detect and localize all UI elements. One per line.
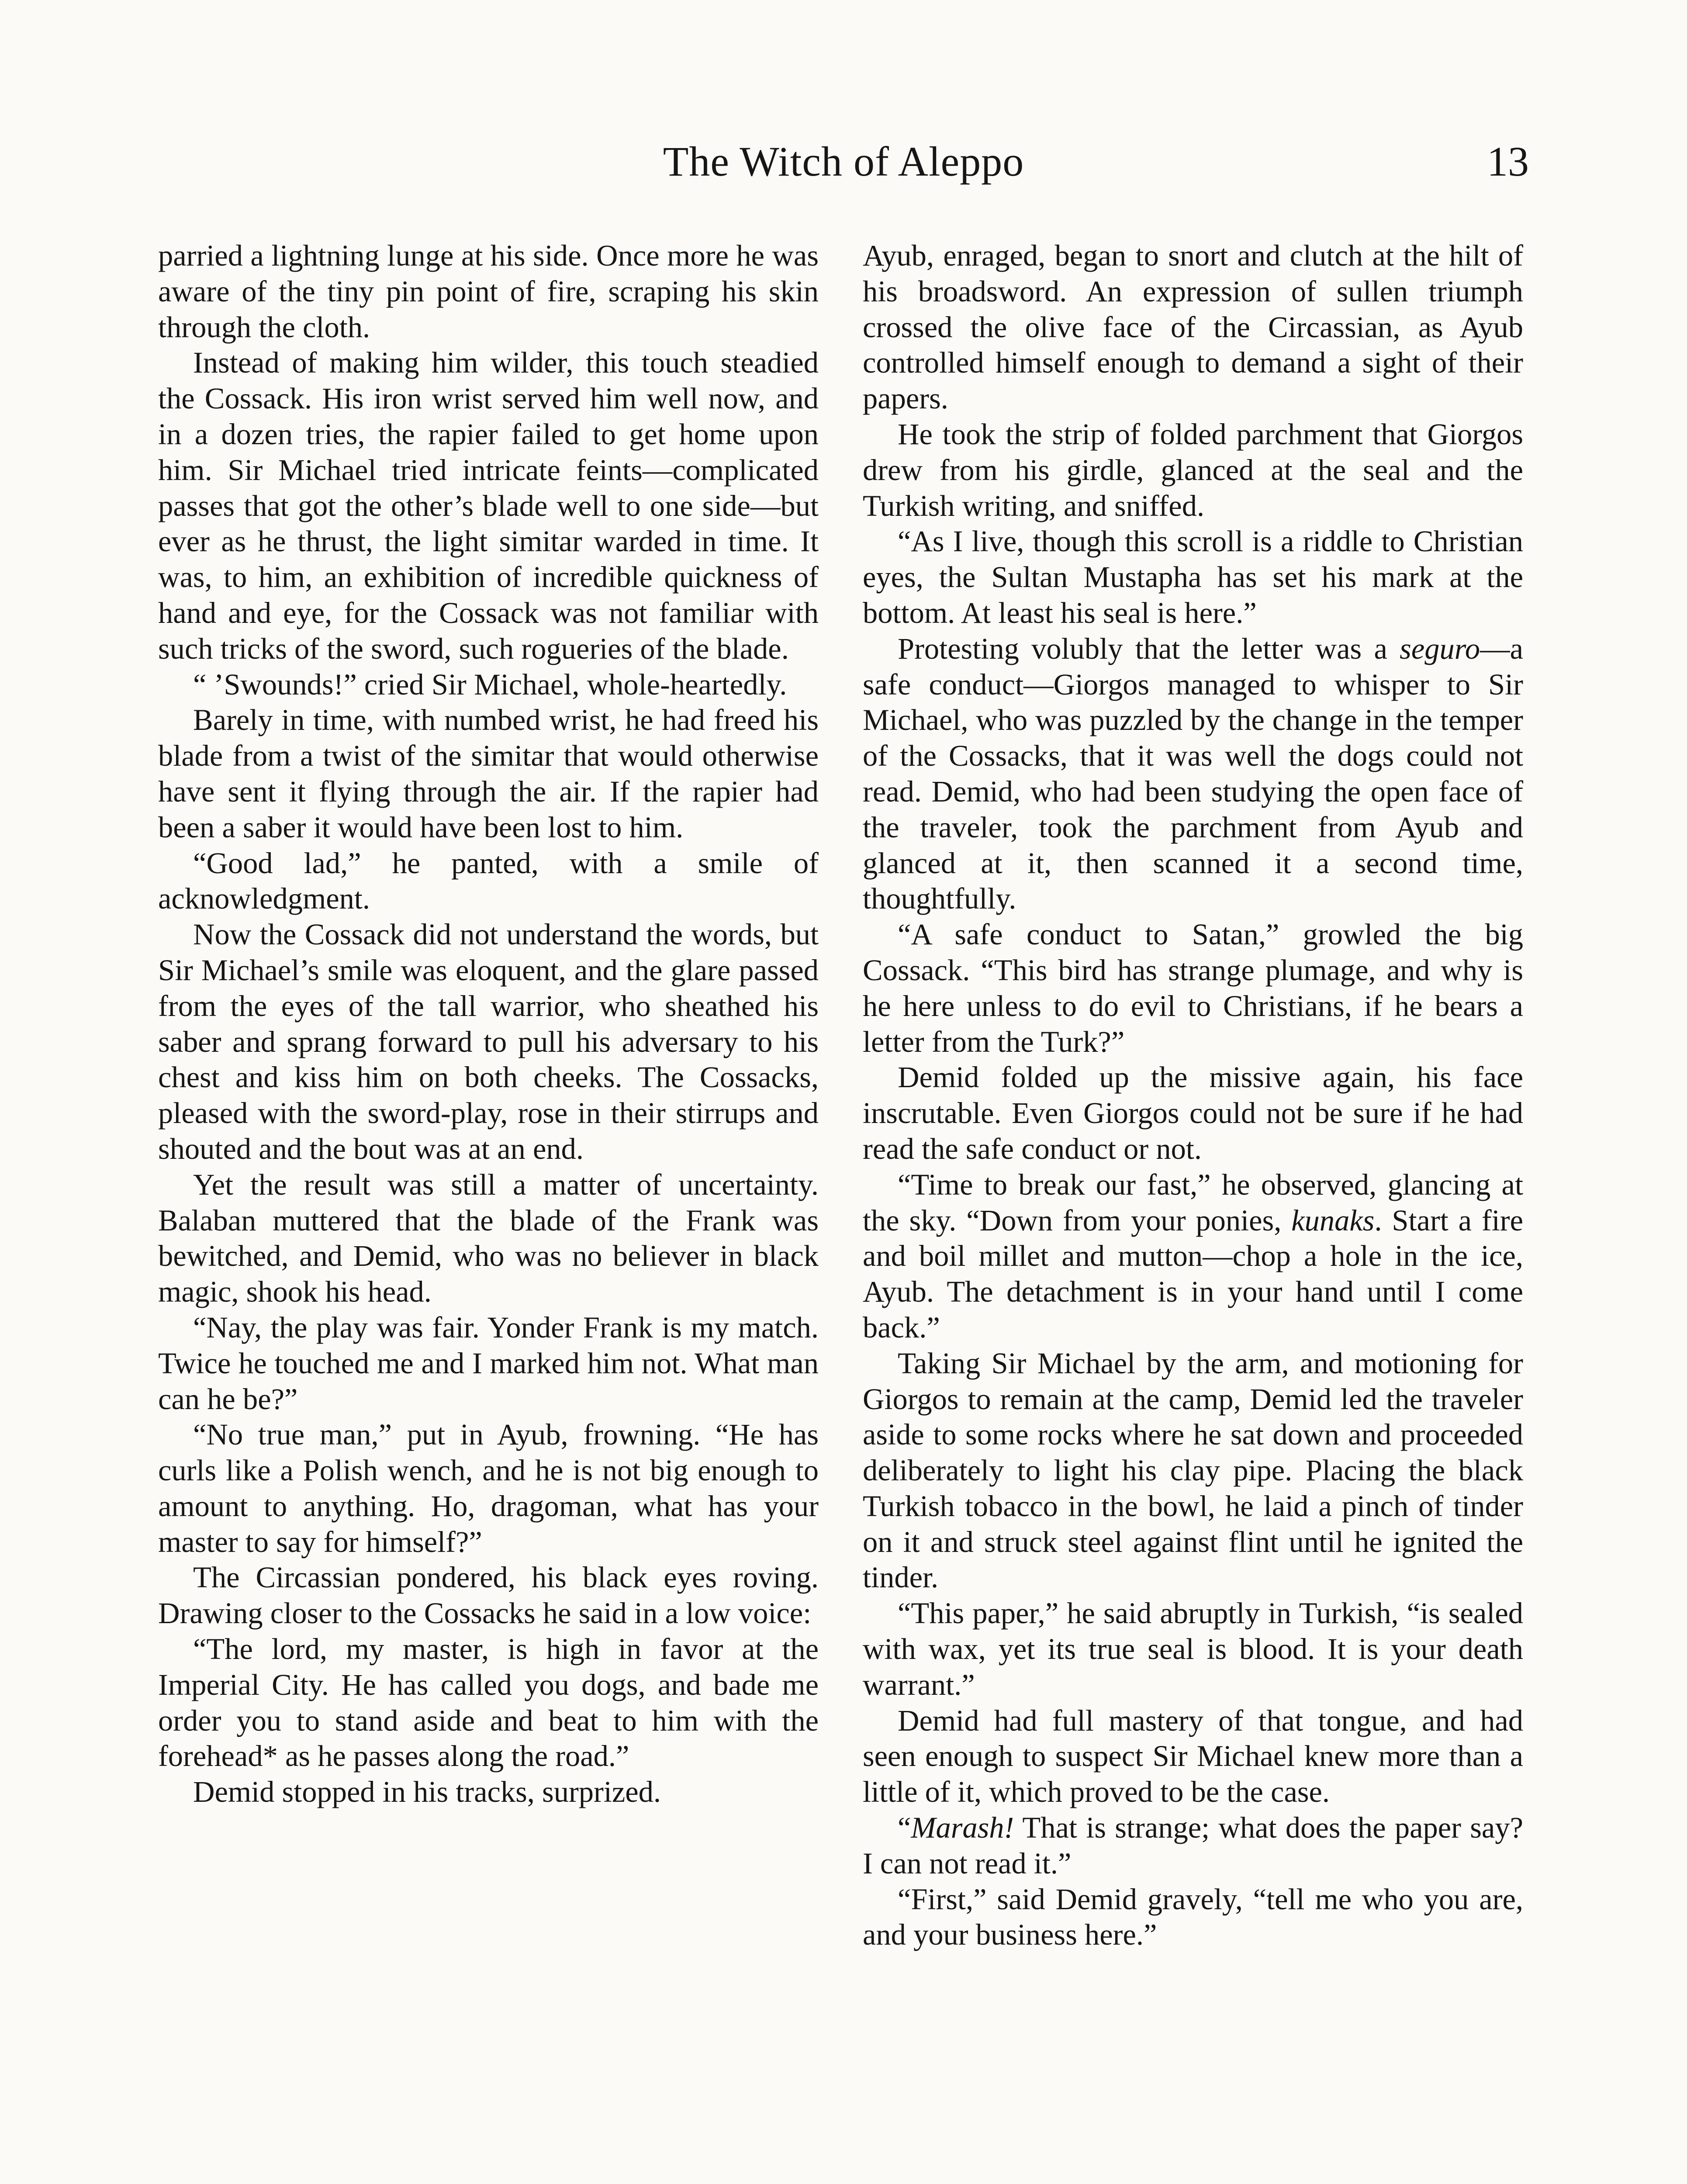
paragraph-text: Yet the result was still a matter of uncertainty. Balaban muttered that the blade of the Frank was bewitched, and Demid, who was no believer in black magic, shook his head. <box>158 1168 819 1309</box>
paragraph <box>863 238 1523 417</box>
paragraph <box>158 702 819 845</box>
paragraph-text: Now the Cossack did not understand the words, but Sir Michael’s smile was eloquent, and the glare passed from the eyes of the tall warrior, who sheathed his saber and sprang forward to pull his adversary to his chest and kiss him on both cheeks. The Cossacks, pleased with the sword-play, rose in their stirrups and shouted and the bout was at an end. <box>158 918 819 1165</box>
paragraph <box>863 524 1523 631</box>
paragraph-text: That is strange; what does the paper say? I can not read it.” <box>863 1811 1523 1880</box>
paragraph <box>158 1310 819 1417</box>
italic-text: Marash! <box>911 1811 1014 1845</box>
italic-text: seguro <box>1400 632 1480 665</box>
paragraph <box>863 1882 1523 1953</box>
paragraph-text: “ <box>898 1811 911 1845</box>
paragraph-text: “First,” said Demid gravely, “tell me who you are, and your business here.” <box>863 1882 1523 1952</box>
paragraph <box>863 631 1523 917</box>
paragraph-text: Taking Sir Michael by the arm, and motioning for Giorgos to remain at the camp, Demid led the traveler aside to some rocks where he sat down and proceeded deliberately to light his clay pipe. Placing the black Turkish tobacco in the bowl, he laid a pinch of tinder on it and struck steel against flint until he ignited the tinder. <box>863 1346 1523 1594</box>
paragraph-text: The Circassian pondered, his black eyes roving. Drawing closer to the Cossacks he said in a low voice: <box>158 1561 819 1630</box>
paragraph <box>158 238 819 345</box>
paragraph-text: “As I live, though this scroll is a riddle to Christian eyes, the Sultan Mustapha has set his mark at the bottom. At least his seal is here.” <box>863 525 1523 629</box>
paragraph-text: —a safe conduct—Giorgos managed to whisper to Sir Michael, who was puzzled by the change in the temper of the Cossacks, that it was well the dogs could not read. Demid, who had been studying the open face of the traveler, took the parchment from Ayub and glanced at it, then scanned it a second time, thoughtfully. <box>863 632 1523 916</box>
paragraph <box>863 1167 1523 1346</box>
paragraph-text: Ayub, enraged, began to snort and clutch at the hilt of his broadsword. An expression of sullen triumph crossed the olive face of the Circassian, as Ayub controlled himself enough to demand a sight of their papers. <box>863 239 1523 415</box>
italic-text: kunaks <box>1291 1203 1375 1237</box>
paragraph <box>158 1774 819 1810</box>
paragraph <box>158 846 819 917</box>
text-column-left <box>158 238 819 1810</box>
paragraph-text: He took the strip of folded parchment that Giorgos drew from his girdle, glanced at the seal and the Turkish writing, and sniffed. <box>863 417 1523 522</box>
paragraph <box>863 1810 1523 1882</box>
paragraph-text: Demid had full mastery of that tongue, and had seen enough to suspect Sir Michael knew more than a little of it, which proved to be the case. <box>863 1704 1523 1809</box>
paragraph-text: “Time to break our fast,” he observed, glancing at the sky. “Down from your ponies, <box>863 1168 1523 1237</box>
paragraph <box>863 1703 1523 1810</box>
paragraph-text: Demid folded up the missive again, his face inscrutable. Even Giorgos could not be sure if he had read the safe conduct or not. <box>863 1061 1523 1165</box>
paragraph <box>158 1560 819 1631</box>
paragraph <box>158 1167 819 1310</box>
paragraph-text: “A safe conduct to Satan,” growled the big Cossack. “This bird has strange plumage, and why is he here unless to do evil to Christians, if he bears a letter from the Turk?” <box>863 918 1523 1058</box>
paragraph-text: Barely in time, with numbed wrist, he had freed his blade from a twist of the simitar that would otherwise have sent it flying through the air. If the rapier had been a saber it would have been lost to him. <box>158 703 819 844</box>
paragraph <box>863 917 1523 1060</box>
paragraph <box>158 667 819 703</box>
paragraph <box>863 1596 1523 1703</box>
page-number: 13 <box>1487 138 1529 185</box>
text-column-right <box>863 238 1523 1953</box>
paragraph-text: “The lord, my master, is high in favor at the Imperial City. He has called you dogs, and bade me order you to stand aside and beat to him with the forehead* as he passes along the road.” <box>158 1632 819 1773</box>
paragraph <box>158 1631 819 1774</box>
paragraph-text: “This paper,” he said abruptly in Turkish, “is sealed with wax, yet its true seal is blood. It is your death warrant.” <box>863 1597 1523 1701</box>
paragraph-text: Demid stopped in his tracks, surprized. <box>193 1775 661 1809</box>
paragraph-text: “Nay, the play was fair. Yonder Frank is my match. Twice he touched me and I marked him not. What man can he be?” <box>158 1310 819 1416</box>
paragraph <box>863 1346 1523 1596</box>
paragraph <box>863 1060 1523 1167</box>
paragraph-text: Instead of making him wilder, this touch steadied the Cossack. His iron wrist served him well now, and in a dozen tries, the rapier failed to get home upon him. Sir Michael tried intricate feints—complicated passes that got the other’s blade well to one side—but ever as he thrust, the light simitar warded in time. It was, to him, an exhibition of incredible quickness of hand and eye, for the Cossack was not familiar with such tricks of the sword, such rogueries of the blade. <box>158 346 819 665</box>
paragraph-text: “Good lad,” he panted, with a smile of acknowledgment. <box>158 846 819 916</box>
paragraph <box>158 1417 819 1560</box>
paragraph <box>863 417 1523 524</box>
paragraph <box>158 917 819 1167</box>
paragraph-text: . Start a fire and boil millet and mutton—chop a hole in the ice, Ayub. The detachment is in your hand until I come back.” <box>863 1203 1523 1344</box>
paragraph-text: Protesting volubly that the letter was a <box>898 632 1400 665</box>
running-title: The Witch of Aleppo <box>663 138 1024 185</box>
paragraph-text: parried a lightning lunge at his side. Once more he was aware of the tiny pin point of fire, scraping his skin through the cloth. <box>158 239 819 344</box>
paragraph <box>158 345 819 667</box>
paragraph-text: “No true man,” put in Ayub, frowning. “He has curls like a Polish wench, and he is not big enough to amount to anything. Ho, dragoman, what has your master to say for himself?” <box>158 1418 819 1559</box>
paragraph-text: “ ’Swounds!” cried Sir Michael, whole-heartedly. <box>193 667 787 701</box>
